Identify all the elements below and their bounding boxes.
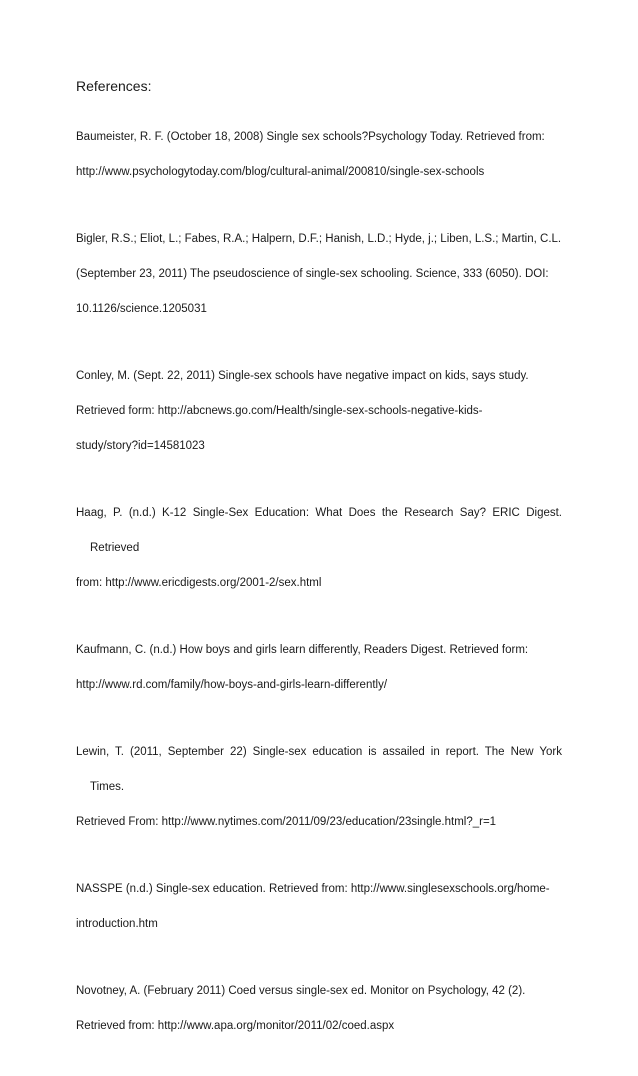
- reference-line: 10.1126/science.1205031: [76, 303, 207, 315]
- reference-line: Lewin, T. (2011, September 22) Single-sex education is assailed in report. The New York Times.: [76, 746, 562, 793]
- reference-line: http://www.rd.com/family/how-boys-and-girls-learn-differently/: [76, 679, 388, 691]
- reference-bigler: [76, 222, 562, 327]
- reference-line: Retrieved from: http://www.apa.org/monitor/2011/02/coed.aspx: [76, 1020, 395, 1032]
- reference-baumeister: [76, 120, 562, 190]
- reference-line: Novotney, A. (February 2011) Coed versus single-sex ed. Monitor on Psychology, 42 (2).: [76, 985, 526, 997]
- reference-haag: [76, 496, 562, 601]
- reference-line: Baumeister, R. F. (October 18, 2008) Single sex schools?Psychology Today. Retrieved from:: [76, 131, 545, 143]
- reference-line: Retrieved From: http://www.nytimes.com/2011/09/23/education/23single.html?_r=1: [76, 816, 497, 828]
- reference-line: Retrieved form: http://abcnews.go.com/Health/single-sex-schools-negative-kids-: [76, 405, 483, 417]
- reference-line: Bigler, R.S.; Eliot, L.; Fabes, R.A.; Halpern, D.F.; Hanish, L.D.; Hyde, j.; Liben, L.S.; Martin, C.L.: [76, 233, 562, 245]
- reference-line: Kaufmann, C. (n.d.) How boys and girls learn differently, Readers Digest. Retrieved form:: [76, 644, 529, 656]
- reference-conley: [76, 359, 562, 464]
- reference-line: introduction.htm: [76, 918, 158, 930]
- reference-kaufmann: [76, 633, 562, 703]
- reference-line: Conley, M. (Sept. 22, 2011) Single-sex schools have negative impact on kids, says study.: [76, 370, 529, 382]
- reference-nasspe: [76, 872, 562, 942]
- references-list: [76, 120, 562, 1076]
- reference-line: http://www.psychologytoday.com/blog/cultural-animal/200810/single-sex-schools: [76, 166, 485, 178]
- reference-line: from: http://www.ericdigests.org/2001-2/sex.html: [76, 577, 322, 589]
- reference-line: Haag, P. (n.d.) K-12 Single-Sex Education: What Does the Research Say? ERIC Digest. Retrieved: [76, 507, 562, 554]
- reference-line: study/story?id=14581023: [76, 440, 205, 452]
- reference-novotney: [76, 974, 562, 1044]
- references-heading: References:: [76, 78, 152, 94]
- reference-line: (September 23, 2011) The pseudoscience of single-sex schooling. Science, 333 (6050). DOI:: [76, 268, 549, 280]
- reference-lewin: [76, 735, 562, 840]
- reference-line: NASSPE (n.d.) Single-sex education. Retrieved from: http://www.singlesexschools.org/home-: [76, 883, 550, 895]
